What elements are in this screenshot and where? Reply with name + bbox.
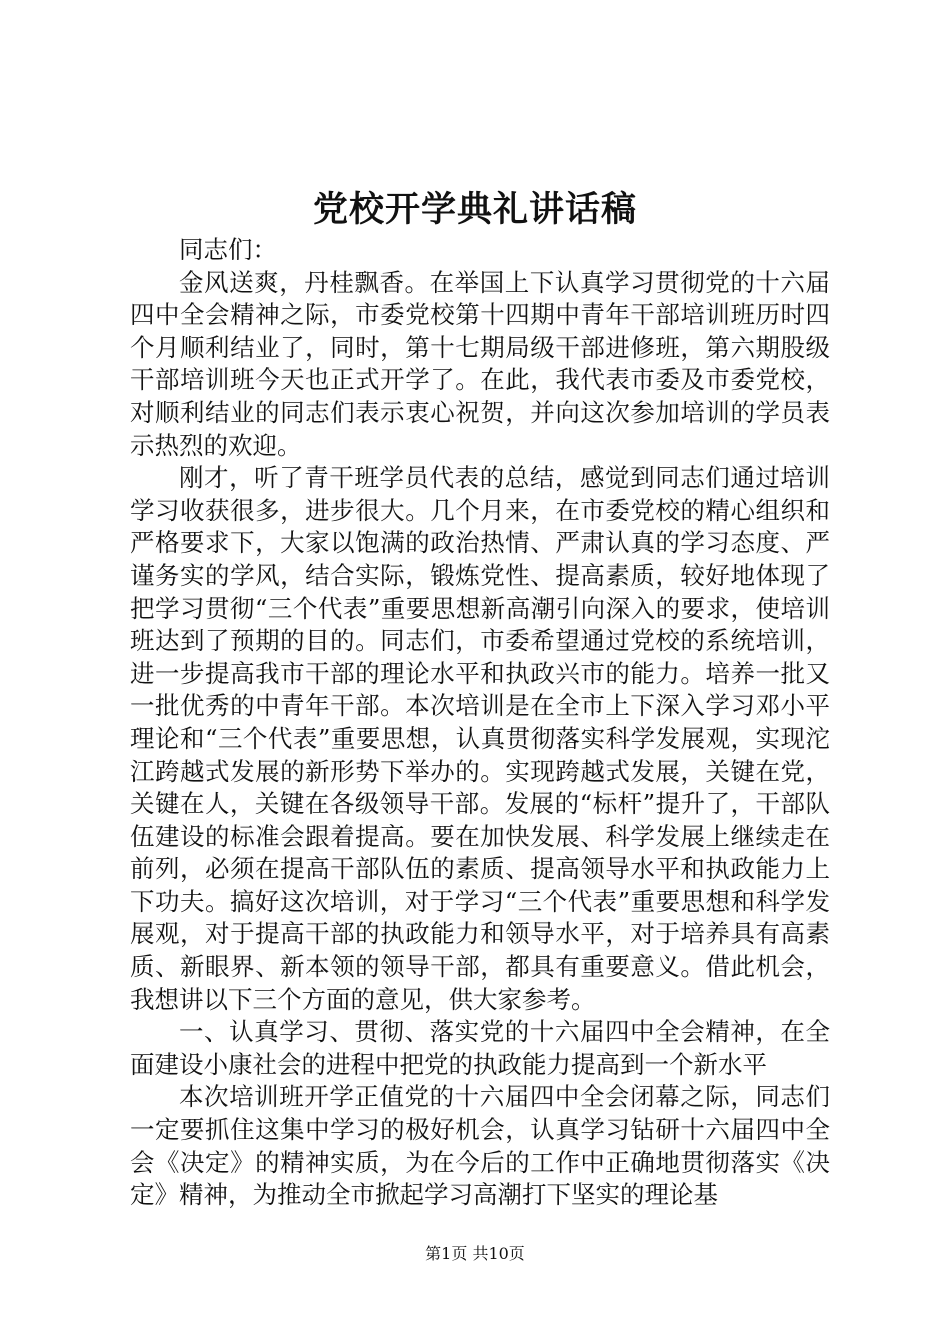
document-body [130, 234, 830, 1212]
paragraph-section-one: 本次培训班开学正值党的十六届四中全会闭幕之际，同志们一定要抓住这集中学习的极好机会，认真学习钻研十六届四中全会《决定》的精神实质，为在今后的工作中正确地贯彻落实《决定》精神，为推动全市掀起学习高潮打下坚实的理论基 [130, 1082, 830, 1210]
paragraph-summary: 刚才，听了青干班学员代表的总结，感觉到同志们通过培训学习收获很多，进步很大。几个月来，在市委党校的精心组织和严格要求下，大家以饱满的政治热情、严肃认真的学习态度、严谨务实的学风，结合实际，锻炼党性、提高素质，较好地体现了把学习贯彻“三个代表”重要思想新高潮引向深入的要求，使培训班达到了预期的目的。同志们，市委希望通过党校的系统培训，进一步提高我市干部的理论水平和执政兴市的能力。培养一批又一批优秀的中青年干部。本次培训是在全市上下深入学习邓小平理论和“三个代表”重要思想，认真贯彻落实科学发展观，实现沱江跨越式发展的新形势下举办的。实现跨越式发展，关键在党，关键在人，关键在各级领导干部。发展的“标杆”提升了，干部队伍建设的标准会跟着提高。要在加快发展、科学发展上继续走在前列，必须在提高干部队伍的素质、提高领导水平和执政能力上下功夫。搞好这次培训，对于学习“三个代表”重要思想和科学发展观，对于提高干部的执政能力和领导水平，对于培养具有高素质、新眼界、新本领的领导干部，都具有重要意义。借此机会，我想讲以下三个方面的意见，供大家参考。 [130, 463, 830, 1014]
section-heading-one: 一、认真学习、贯彻、落实党的十六届四中全会精神，在全面建设小康社会的进程中把党的执政能力提高到一个新水平 [130, 1017, 830, 1079]
paragraph-opening: 金风送爽，丹桂飘香。在举国上下认真学习贯彻党的十六届四中全会精神之际，市委党校第十四期中青年干部培训班历时四个月顺利结业了，同时，第十七期局级干部进修班，第六期股级干部培训班今天也正式开学了。在此，我代表市委及市委党校，对顺利结业的同志们表示衷心祝贺，并向这次参加培训的学员表示热烈的欢迎。 [130, 267, 830, 460]
page-number-footer: 第1页 共10页 [425, 1244, 525, 1263]
salutation: 同志们： [179, 235, 277, 264]
document-title: 党校开学典礼讲话稿 [312, 189, 637, 230]
